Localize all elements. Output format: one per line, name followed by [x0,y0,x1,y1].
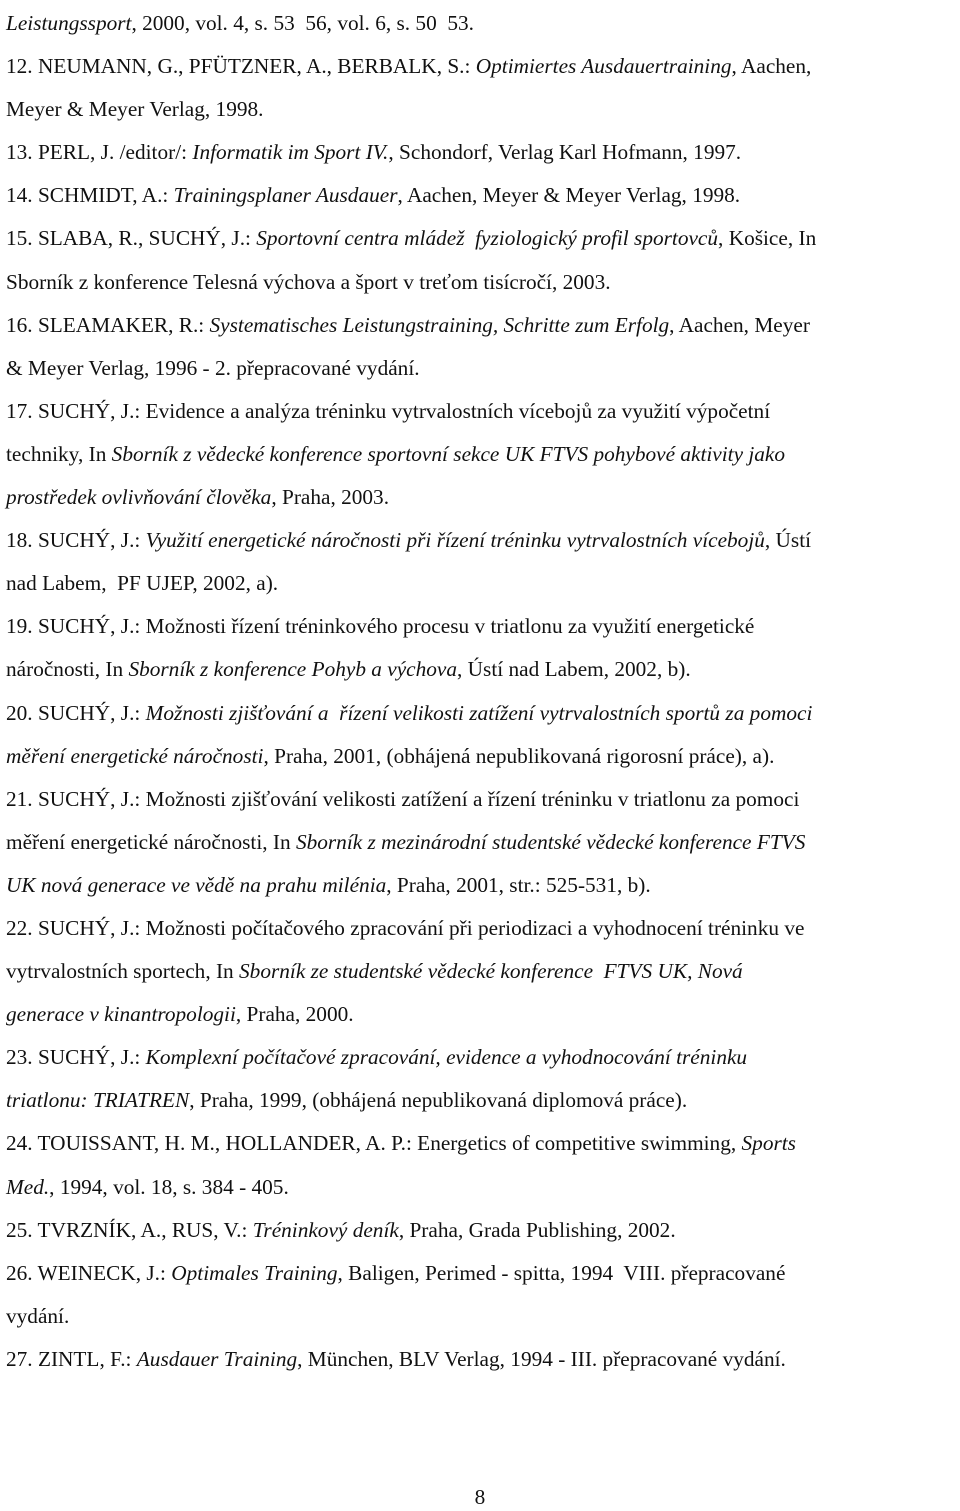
text-line [6,1252,954,1295]
text-segment: , Aachen, Meyer [669,312,810,337]
italic-text: Ausdauer Training [136,1346,298,1371]
italic-text: Optimales Training [171,1260,338,1285]
italic-text: Leistungssport [6,11,132,35]
text-segment: , Aachen, [731,54,812,79]
text-segment: & Meyer Verlag, 1996 - 2. přepracované vydání. [6,355,420,380]
text-segment: , Praha, 2001, (obhájená nepublikovaná rigorosní práce), a). [263,743,775,768]
text-segment: , München, BLV Verlag, 1994 - III. přepracované vydání. [297,1346,786,1371]
text-line [6,261,954,304]
reference-entry [6,692,954,778]
text-segment: , Baligen, Perimed - spitta, 1994 VIII. přepracované [337,1260,786,1285]
italic-text: Sports [741,1131,796,1156]
text-line [6,1338,954,1381]
text-line [6,864,954,907]
text-segment: 24. TOUISSANT, H. M., HOLLANDER, A. P.: Energetics of competitive swimming, [6,1131,742,1156]
text-line [6,2,954,45]
reference-entry [6,217,954,303]
italic-text: Sborník ze studentské vědecké konference FTVS UK, Nová [239,959,743,984]
text-line [6,692,954,735]
italic-text: měření energetické náročnosti [6,743,264,768]
reference-entry [6,390,954,519]
reference-entry [6,907,954,1036]
text-line [6,821,954,864]
italic-text: prostředek ovlivňování člověka [6,485,272,510]
text-segment: 23. SUCHÝ, J.: [6,1045,146,1070]
reference-entry [6,1338,954,1381]
reference-entry [6,45,954,131]
text-line [6,174,954,217]
text-segment: vydání. [6,1303,70,1328]
italic-text: Možnosti zjišťování a řízení velikosti zatížení vytrvalostních sportů za pomoci [145,700,813,725]
reference-entry [6,1036,954,1122]
text-segment: , Praha, 2003. [271,485,390,510]
italic-text: Optimiertes Ausdauertraining [475,54,732,79]
italic-text: Tréninkový deník [252,1217,399,1242]
text-segment: 19. SUCHÝ, J.: Možnosti řízení tréninkového procesu v triatlonu za využití energetické [6,614,755,639]
italic-text: Med. [6,1174,50,1199]
reference-entry [6,1209,954,1252]
bibliography-page [6,2,954,1381]
text-line [6,605,954,648]
text-segment: , 2000, vol. 4, s. 53 56, vol. 6, s. 50 53. [131,11,474,35]
text-line [6,88,954,131]
italic-text: Trainingsplaner Ausdauer [173,183,398,208]
text-segment: , Praha, 2001, str.: 525-531, b). [386,872,651,897]
text-segment: 12. NEUMANN, G., PFÜTZNER, A., BERBALK, S.: [6,54,476,79]
text-line [6,778,954,821]
text-segment: 18. SUCHÝ, J.: [6,528,146,553]
reference-entry [6,304,954,390]
text-segment: 27. ZINTL, F.: [6,1346,137,1371]
text-line [6,735,954,778]
italic-text: UK nová generace ve vědě na prahu milénia [6,872,387,897]
text-segment: 21. SUCHÝ, J.: Možnosti zjišťování velikosti zatížení a řízení tréninku v triatlonu za pomoci [6,786,800,811]
text-segment: , Košice, In [718,226,817,251]
text-line [6,907,954,950]
reference-entry [6,2,954,45]
text-segment: Sborník z konference Telesná výchova a šport v treťom tisícročí, 2003. [6,269,611,294]
text-line [6,347,954,390]
text-segment: měření energetické náročnosti, In [6,829,296,854]
text-segment: , Ústí [764,528,812,553]
italic-text: Systematisches Leistungstraining, Schritte zum Erfolg [209,312,670,337]
text-segment: , Aachen, Meyer & Meyer Verlag, 1998. [397,183,741,208]
text-segment: , Praha, Grada Publishing, 2002. [398,1217,676,1242]
text-segment: , 1994, vol. 18, s. 384 - 405. [49,1174,289,1199]
text-line [6,476,954,519]
italic-text: triatlonu: TRIATREN [6,1088,190,1113]
italic-text: Využití energetické náročnosti při řízení tréninku vytrvalostních vícebojů [145,528,765,553]
text-line [6,1295,954,1338]
text-segment: náročnosti, In [6,657,129,682]
text-segment: vytrvalostních sportech, In [6,959,240,984]
text-segment: , Schondorf, Verlag Karl Hofmann, 1997. [388,140,742,165]
text-line [6,648,954,691]
reference-entry [6,778,954,907]
text-segment: 20. SUCHÝ, J.: [6,700,146,725]
italic-text: Komplexní počítačové zpracování, evidence a vyhodnocování tréninku [145,1045,748,1070]
text-line [6,1166,954,1209]
text-segment: , Ústí nad Labem, 2002, b). [457,657,691,682]
text-line [6,433,954,476]
text-segment: techniky, In [6,441,112,466]
text-segment: , Praha, 1999, (obhájená nepublikovaná diplomová práce). [189,1088,688,1113]
reference-entry [6,131,954,174]
text-segment: nad Labem, PF UJEP, 2002, a). [6,571,279,596]
reference-entry [6,519,954,605]
italic-text: Sborník z mezinárodní studentské vědecké konference FTVS [295,829,806,854]
text-segment: 13. PERL, J. /editor/: [6,140,193,165]
italic-text: Sportovní centra mládež fyziologický profil sportovců [256,226,719,251]
text-segment: , Praha, 2000. [235,1002,354,1027]
page-number: 8 [474,1485,486,1509]
reference-entry [6,605,954,691]
text-line [6,217,954,260]
text-segment: 26. WEINECK, J.: [6,1260,172,1285]
text-segment: 14. SCHMIDT, A.: [6,183,174,208]
text-line [6,1036,954,1079]
italic-text: Sborník z vědecké konference sportovní sekce UK FTVS pohybové aktivity jako [111,441,786,466]
reference-entry [6,1252,954,1338]
text-segment: 16. SLEAMAKER, R.: [6,312,210,337]
text-line [6,390,954,433]
italic-text: generace v kinantropologii [6,1002,236,1027]
text-segment: 15. SLABA, R., SUCHÝ, J.: [6,226,257,251]
text-line [6,1079,954,1122]
text-line [6,950,954,993]
reference-entry [6,174,954,217]
text-segment: 17. SUCHÝ, J.: Evidence a analýza tréninku vytrvalostních vícebojů za využití výpočetní [6,398,771,423]
text-line [6,1209,954,1252]
text-line [6,562,954,605]
italic-text: Sborník z konference Pohyb a výchova [128,657,458,682]
text-line [6,519,954,562]
text-line [6,304,954,347]
text-segment: 22. SUCHÝ, J.: Možnosti počítačového zpracování při periodizaci a vyhodnocení tréninku ve [6,915,805,940]
text-segment: Meyer & Meyer Verlag, 1998. [6,97,264,122]
text-line [6,1122,954,1165]
reference-entry [6,1122,954,1208]
text-line [6,45,954,88]
text-line [6,131,954,174]
text-line [6,993,954,1036]
italic-text: Informatik im Sport IV. [192,140,389,165]
text-segment: 25. TVRZNÍK, A., RUS, V.: [6,1217,253,1242]
